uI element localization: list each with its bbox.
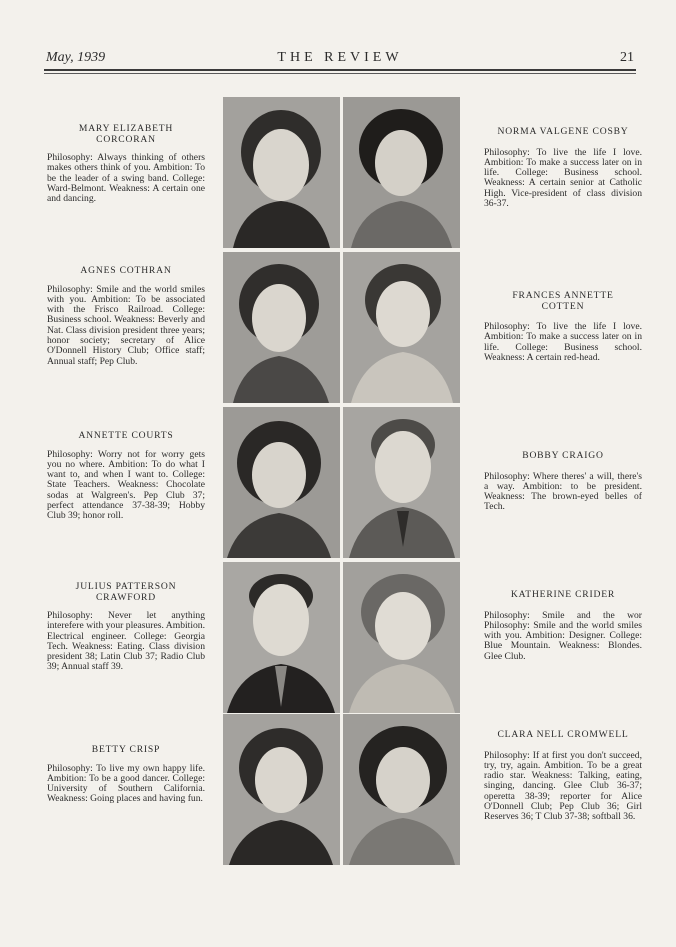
portrait-photo xyxy=(223,407,340,558)
student-name: ANNETTE COURTS xyxy=(78,430,174,441)
student-name: AGNES COTHRAN xyxy=(80,265,172,276)
portrait-photo xyxy=(223,714,340,865)
student-entry xyxy=(47,124,205,204)
header-rule-thin xyxy=(44,73,636,74)
student-description: Philosophy: Where theres' a will, there's a way. Ambition: to be president. Weakness: The brown-eyed belles of Tech. xyxy=(484,470,642,513)
student-name: BETTY CRISP xyxy=(91,744,161,755)
portrait-photo xyxy=(223,562,340,713)
student-name: CLARA NELL CROMWELL xyxy=(497,729,629,740)
student-description: Philosophy: Always thinking of others makes others think of you. Ambition: To be the leader of a swing band. College: Ward-Belmont. Weakness: A certain one and dancing. xyxy=(47,152,205,205)
student-description: Philosophy: To live the life I love. Ambition: To make a success later on in life. College: Business school. Weakness: A certain red-head. xyxy=(484,321,642,363)
portrait-photo xyxy=(223,252,340,403)
page-number: 21 xyxy=(620,50,634,65)
student-entry xyxy=(484,291,642,363)
student-name: JULIUS PATTERSON CRAWFORD xyxy=(75,581,177,603)
student-description: Philosophy: Worry not for worry gets you no where. Ambition: To do what I want to, and when I want to. College: State Teachers. Weakness: Chocolate sodas at Walgreen's. Pep Club 37; perfect attendance 37-38-39; Hobby Club 39; honor roll. xyxy=(47,448,205,522)
publication-title: THE REVIEW xyxy=(277,50,403,65)
student-entry xyxy=(47,266,205,367)
student-name: MARY ELIZABETH CORCORAN xyxy=(78,123,174,145)
student-name: NORMA VALGENE COSBY xyxy=(497,126,629,137)
student-entry xyxy=(47,431,205,522)
issue-date: May, 1939 xyxy=(46,50,106,65)
student-entry xyxy=(484,590,642,662)
portrait-photo xyxy=(343,97,460,248)
portrait-photo xyxy=(343,252,460,403)
portrait-photo xyxy=(343,562,460,713)
student-name: KATHERINE CRIDER xyxy=(510,589,616,600)
student-entry xyxy=(47,745,205,805)
student-description: Philosophy: Never let anything interefere with your pleasures. Ambition. Electrical engineer. College: Georgia Tech. Weakness: Eating. Class division president 38; Latin Club 37; Radio Club 39; Annual staff 39. xyxy=(47,610,205,673)
student-entry xyxy=(47,582,205,673)
student-name: FRANCES ANNETTE COTTEN xyxy=(512,290,614,312)
header-rule xyxy=(44,69,636,71)
student-description: Philosophy: If at first you don't succeed, try, try, again. Ambition. To be a great radio star. Weakness: Talking, eating, singing, dancing. Glee Club 36-37; operetta 38-39; reporter for Alice O'Donnell Club; Pep Club 36; Girl Reserves 36; T Club 37-38; softball 36. xyxy=(484,749,642,823)
portrait-photo xyxy=(343,407,460,558)
student-description: Philosophy: Smile and the wor Philosophy: Smile and the world smiles with you. Ambition: Designer. College: Blue Mountain. Weakness: Blondes. Glee Club. xyxy=(484,609,642,662)
student-description: Philosophy: Smile and the world smiles with you. Ambition: To be associated with the Frisco Railroad. College: Business school. Weakness: Beverly and Nat. Class division president three years; honor society; secretary of Alice O'Donnell History Club; Office staff; Annual staff; Pep Club. xyxy=(47,283,205,367)
student-entry xyxy=(484,127,642,209)
portrait-photo xyxy=(343,714,460,865)
student-name: BOBBY CRAIGO xyxy=(522,450,604,461)
student-description: Philosophy: To live my own happy life. Ambition: To be a good dancer. College: University of Southern California. Weakness: Going places and having fun. xyxy=(47,762,205,805)
student-description: Philosophy: To live the life I love. Ambition: To make a success later on in life. College: Business school. Weakness: A certain senior at Catholic High. Vice-president of class division 36-37. xyxy=(484,146,642,209)
student-entry xyxy=(484,451,642,513)
portrait-photo xyxy=(223,97,340,248)
student-entry xyxy=(484,730,642,823)
